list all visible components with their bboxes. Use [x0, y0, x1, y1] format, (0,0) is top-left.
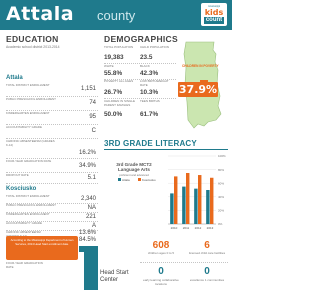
edu-row-label: TOTAL DISTRICT ENROLLMENT	[6, 83, 50, 87]
demo-label: POVERTY ALL AGES	[104, 79, 134, 83]
edu-row-value: 34.9%	[78, 163, 96, 169]
literacy-title: 3RD GRADE LITERACY	[104, 139, 197, 148]
edu-row-label: PUBLIC PRESCHOOL ENROLLMENT	[6, 203, 56, 207]
edu-row-label: FOUR-YEAR GRADUATION RATE	[6, 159, 52, 163]
edu-row-value: 5.1	[87, 175, 96, 181]
stat-label: excellence 1 communities	[189, 278, 225, 282]
edu-row-value: 84.5%	[78, 237, 96, 243]
logo-kids-text: kids	[204, 8, 224, 17]
poverty-value: 37.9%	[178, 83, 218, 96]
demo-value: 50.0%	[104, 111, 123, 118]
education-subtitle: Academic school district 2013-2014	[6, 45, 60, 49]
edu-row-value: 13.6%	[78, 230, 96, 236]
chart-legend-title: 3rd Grade MCT2 Language Arts	[116, 162, 152, 172]
y-tick-label: 60%	[218, 181, 225, 186]
bar	[186, 173, 189, 224]
y-tick-label: 0%	[218, 222, 223, 227]
education-title: EDUCATION	[6, 34, 59, 44]
edu-row-value: 16.2%	[78, 150, 96, 156]
row-divider	[6, 183, 98, 184]
legend-label: Kosciusko	[142, 178, 156, 182]
demo-value: 23.5	[140, 54, 153, 61]
source-note-text: According to the Mississippi Department of Human Services, 2014 Head Start enrollment data.	[10, 238, 74, 246]
logo-state-text: mississippi	[207, 5, 221, 8]
edu-row-label: KINDERGARTEN ENROLLMENT	[6, 212, 50, 216]
stat-value: 0	[204, 266, 210, 277]
head-start-label: Head Start Center	[100, 270, 129, 283]
demographics-title: DEMOGRAPHICS	[104, 34, 178, 44]
bar	[206, 190, 209, 224]
x-tick-label: 2012	[194, 226, 202, 230]
demo-label: TOTAL POPULATION	[104, 45, 134, 49]
edu-row-value: C	[91, 128, 96, 134]
county-suffix: county	[97, 8, 136, 23]
stat-value: 608	[152, 240, 170, 251]
bar	[210, 178, 213, 224]
demo-value: 61.7%	[140, 111, 159, 118]
county-title: Attala	[6, 3, 75, 25]
edu-row-label: ACCOUNTABILITY GRADE	[6, 221, 42, 225]
demo-value: 42.3%	[140, 70, 159, 77]
demo-label: CHILD POPULATION	[140, 45, 169, 49]
edu-row-value: NA	[87, 205, 96, 211]
bar	[194, 189, 197, 224]
y-tick-label: 100%	[218, 154, 226, 159]
district-name-kosciusko: Kosciusko	[6, 186, 37, 192]
edu-row-label: CHRONIC ABSENTEEISM (GRADES K-12)	[6, 139, 55, 147]
edu-row-value: 74	[89, 100, 96, 106]
y-tick-label: 40%	[218, 195, 225, 199]
edu-row-label: PUBLIC PRESCHOOL ENROLLMENT	[6, 97, 56, 101]
demo-label: BLACK	[140, 64, 150, 68]
edu-row-label: DROPOUT RATE	[6, 173, 29, 177]
y-tick-label: 20%	[218, 208, 225, 213]
stat-divider	[140, 262, 228, 263]
demo-label: LOW BIRTHWEIGHT RATE	[140, 79, 169, 87]
edu-row-value: 2,340	[80, 196, 96, 202]
literacy-bar-chart	[104, 152, 228, 236]
bar	[182, 187, 185, 224]
edu-row-label: FOUR-YEAR GRADUATION RATE	[6, 261, 43, 269]
demo-value: 19,383	[104, 54, 124, 61]
edu-row-value: 1,151	[80, 86, 96, 92]
stat-label: early learning collaborative locations	[143, 278, 179, 286]
stat-label: licensed child care facilities	[188, 251, 226, 255]
x-tick-label: 2010	[170, 226, 178, 230]
edu-row-value: A	[91, 223, 96, 229]
stat-value: 6	[204, 240, 210, 251]
edu-row-label: CHRONIC ABSENTEEISM	[6, 230, 41, 234]
x-tick-label: 2013	[206, 226, 214, 230]
demo-label: TEEN BIRTHS	[140, 99, 160, 103]
demo-label: CHILDREN IN SINGLE PARENT FAMILIES	[104, 99, 136, 107]
x-tick-label: 2011	[182, 226, 190, 230]
chart-legend-subtitle: proficient and advanced	[119, 173, 149, 177]
stat-label: children ages 0 to 5	[147, 251, 175, 255]
demo-value: 10.3%	[140, 89, 159, 96]
logo-count-text: count	[205, 17, 223, 23]
demo-value: 55.8%	[104, 70, 123, 77]
edu-row-label: ACCOUNTABILITY GRADE	[6, 125, 42, 129]
demo-label: WHITE	[104, 64, 114, 68]
poverty-callout: CHILDREN IN POVERTY	[182, 64, 219, 68]
district-name-attala: Attala	[6, 75, 23, 81]
stat-value: 0	[158, 266, 164, 277]
legend-label: Attala	[122, 178, 130, 182]
edu-row-label: KINDERGARTEN ENROLLMENT	[6, 111, 50, 115]
head-start-numeral	[84, 246, 98, 290]
literacy-rule	[104, 149, 228, 150]
demo-value: 26.7%	[104, 89, 123, 96]
bar	[174, 176, 177, 224]
edu-row-label: TOTAL DISTRICT ENROLLMENT	[6, 194, 50, 198]
y-tick-label: 80%	[218, 167, 225, 172]
edu-row-value: 95	[89, 114, 96, 120]
bar	[198, 175, 201, 224]
bar	[170, 193, 173, 224]
edu-row-value: 221	[85, 214, 96, 220]
